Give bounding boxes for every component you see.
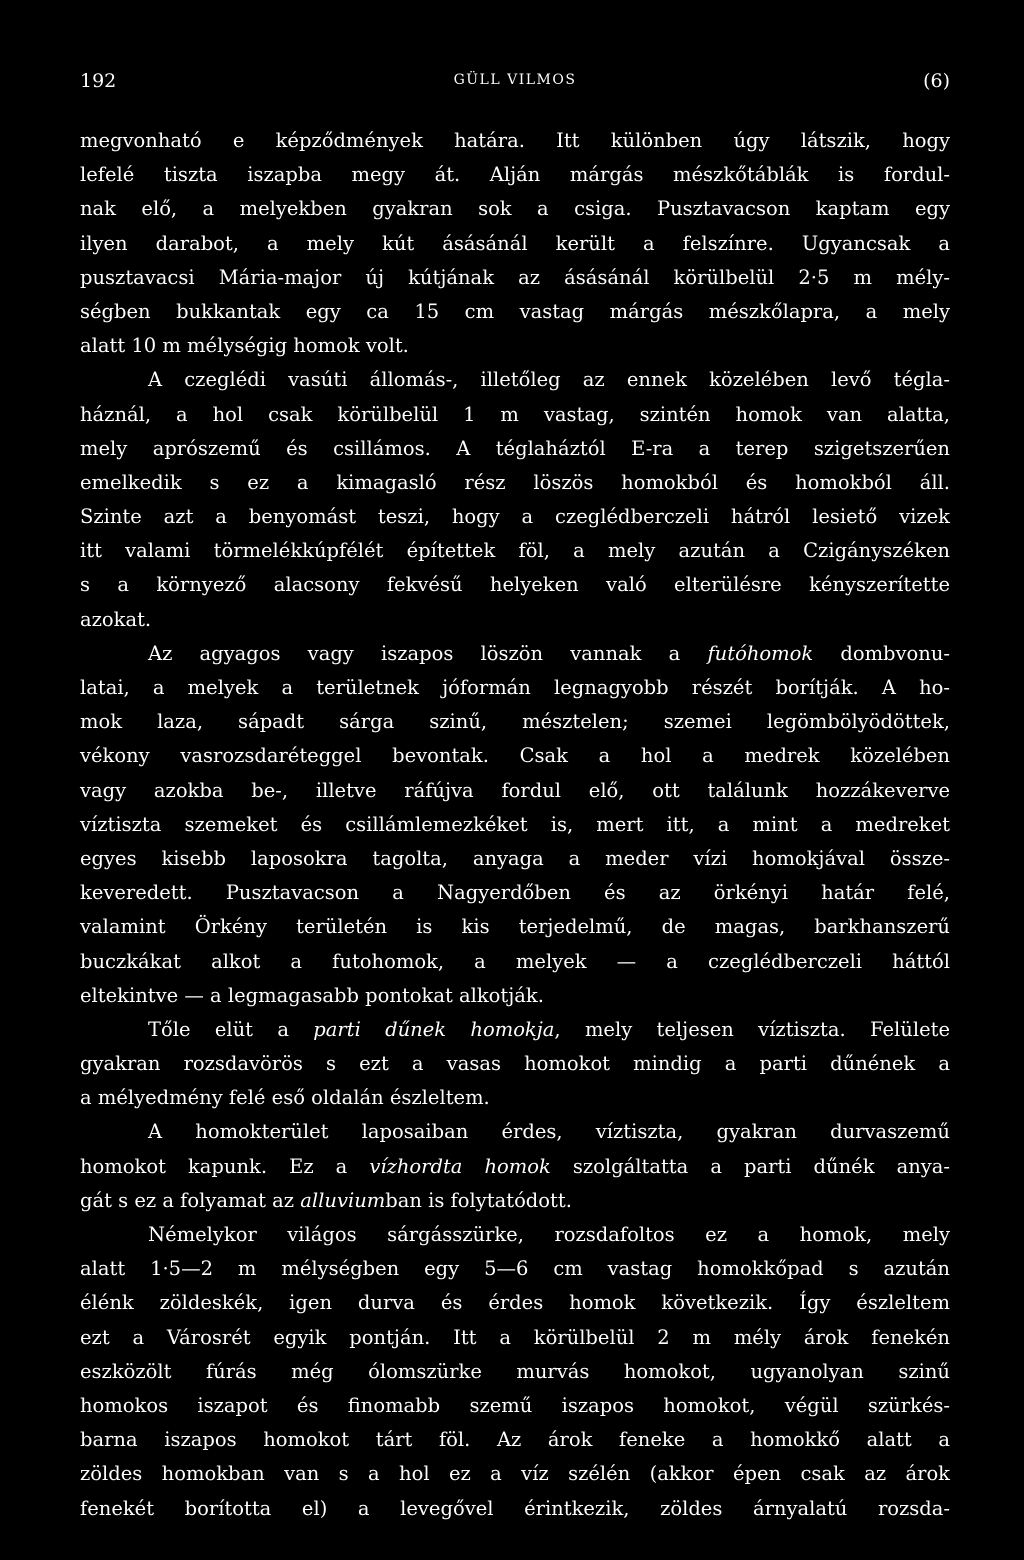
text-line: alatt 1·5—2 m mélységben egy 5—6 cm vastag homokkőpad s azután — [80, 1257, 950, 1281]
text-line: fenekét borította el) a levegővel érintkezik, zöldes árnyalatú rozsda- — [80, 1496, 950, 1520]
emphasis-alluvium: alluvium — [300, 1188, 386, 1212]
text-line: itt valami törmelékkúpfélét építettek föl, a mely azután a Czigányszéken — [80, 539, 950, 563]
text-line: vékony vasrozsdaréteggel bevontak. Csak a hol a medrek közelében — [80, 744, 950, 768]
text-line: emelkedik s ez a kimagasló rész löszös homokból és homokból áll. — [80, 470, 950, 494]
page-number: 192 — [80, 70, 117, 92]
text-line: a mélyedmény felé eső oldalán észleltem. — [80, 1086, 490, 1110]
body-text — [80, 124, 950, 1560]
text-line: ilyen darabot, a mely kút ásásánál került a felszínre. Ugyancsak a — [80, 231, 950, 255]
text-line: Némelykor világos sárgásszürke, rozsdafoltos ez a homok, mely — [148, 1223, 950, 1246]
text-line: eszközölt fúrás még ólomszürke murvás homokot, ugyanolyan szinű — [80, 1359, 950, 1383]
text-line: lefelé tiszta iszapba megy át. Alján márgás mészkőtáblák is fordul- — [80, 163, 950, 187]
text-line — [80, 1526, 950, 1560]
text-line: Szinte azt a benyomást teszi, hogy a czeglédberczeli hátról lesiető vizek — [80, 505, 950, 529]
text-line: vagy azokba be-, illetve ráfújva fordul elő, ott találunk hozzákeverve — [80, 778, 950, 802]
text-line: zöldes homokban van s a hol ez a víz szélén (akkor épen csak az árok — [80, 1462, 950, 1486]
text-line: A czeglédi vasúti állomás-, illetőleg az ennek közelében levő tégla- — [148, 368, 950, 392]
text-line: mok laza, sápadt sárga szinű, mésztelen; szemei legömbölyödöttek, — [80, 710, 950, 734]
text-line: homokos iszapot és finomabb szemű iszapos homokot, végül szürkés- — [80, 1393, 950, 1417]
running-header — [80, 70, 950, 100]
text-line: megvonható e képződmények határa. Itt különben úgy látszik, hogy — [80, 129, 950, 152]
text-line: valamint Örkény területén is kis terjedelmű, de magas, barkhanszerű — [80, 915, 950, 939]
text-line: gát s ez a folyamat az alluviumban is folytatódott. — [80, 1188, 572, 1212]
text-line: ezt a Városrét egyik pontján. Itt a körülbelül 2 m mély árok fenekén — [80, 1325, 950, 1349]
text-line: s a környező alacsony fekvésű helyeken való elterülésre kényszerítette — [80, 573, 950, 597]
text-line: egyes kisebb laposokra tagolta, anyaga a meder vízi homokjával össze- — [80, 846, 950, 870]
emphasis-futohomok: futóhomok — [707, 641, 814, 665]
text-line: keveredett. Pusztavacson a Nagyerdőben és az örkényi határ felé, — [80, 881, 950, 905]
text-line: barna iszapos homokot tárt föl. Az árok feneke a homokkő alatt a — [80, 1428, 950, 1452]
text-line: eltekintve — a legmagasabb pontokat alkotják. — [80, 983, 544, 1007]
text-line: alatt 10 m mélységig homok volt. — [80, 334, 409, 358]
emphasis-parti-dunek-homokja: parti dűnek homokja — [313, 1017, 555, 1041]
text-line: mely aprószemű és csillámos. A téglaháztól E-ra a terep szigetszerűen — [80, 436, 950, 460]
text-line: Az agyagos vagy iszapos löszön vannak a futóhomok dombvonu- — [148, 641, 951, 665]
text-line: buczkákat alkot a futohomok, a melyek — a czeglédberczeli háttól — [80, 949, 950, 973]
text-line: homokot kapunk. Ez a vízhordta homok szolgáltatta a parti dűnék anya- — [80, 1154, 950, 1178]
text-line: víztiszta szemeket és csillámlemezkéket is, mert itt, a mint a medreket — [80, 812, 950, 836]
text-line: A homokterület laposaiban érdes, víztiszta, gyakran durvaszemű — [148, 1120, 950, 1144]
emphasis-vizhordta-homok: vízhordta homok — [369, 1154, 551, 1178]
text-line: latai, a melyek a területnek jóformán legnagyobb részét borítják. A ho- — [80, 676, 950, 699]
text-line: ségben bukkantak egy ca 15 cm vastag márgás mészkőlapra, a mely — [80, 299, 950, 323]
text-line: élénk zöldeskék, igen durva és érdes homok következik. Így észleltem — [80, 1291, 950, 1315]
text-line: háznál, a hol csak körülbelül 1 m vastag, szintén homok van alatta, — [80, 402, 950, 426]
text-line: gyakran rozsdavörös s ezt a vasas homokot mindig a parti dűnének a — [80, 1052, 950, 1076]
text-line: pusztavacsi Mária-major új kútjának az ásásánál körülbelül 2·5 m mély- — [80, 265, 950, 289]
text-line: azokat. — [80, 607, 152, 631]
author-header: GÜLL VILMOS — [453, 72, 577, 88]
text-line: Tőle elüt a parti dűnek homokja, mely teljesen víztiszta. Felülete — [148, 1017, 950, 1041]
text-line: nak elő, a melyekben gyakran sok a csiga. Pusztavacson kaptam egy — [80, 197, 950, 221]
section-number: (6) — [923, 70, 950, 92]
